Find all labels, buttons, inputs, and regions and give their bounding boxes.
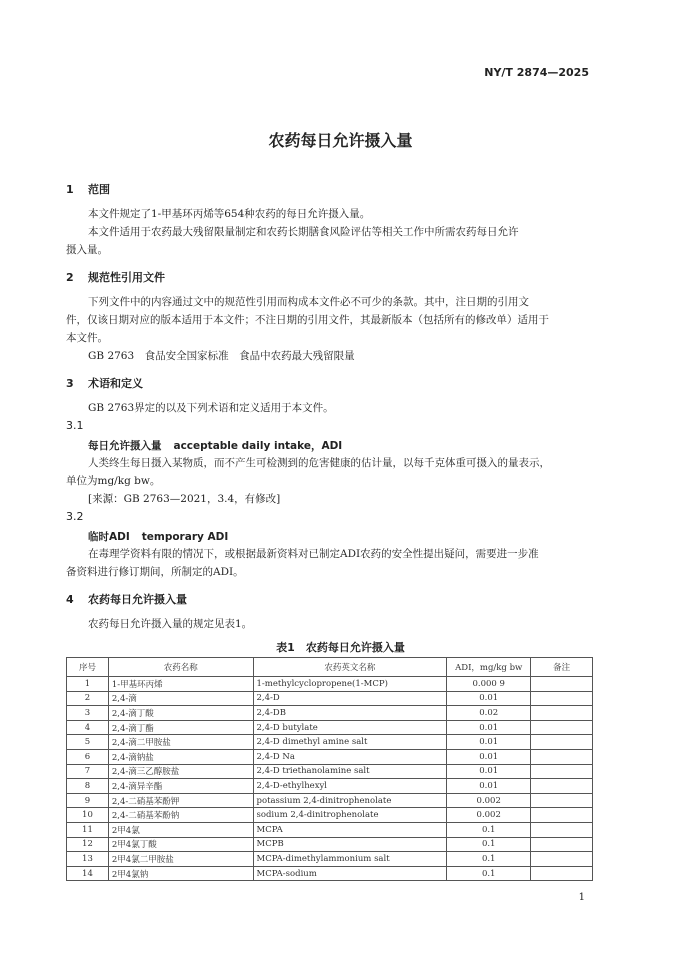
cell-name-en: potassium 2,4-dinitrophenolate	[253, 793, 447, 808]
section-heading-normative-references	[66, 269, 165, 285]
table-row	[67, 822, 593, 837]
cell-remarks	[531, 822, 593, 837]
cell-name-cn: 1-甲基环丙烯	[108, 677, 253, 692]
section-number: 3	[66, 377, 74, 390]
section-title: 规范性引用文件	[88, 271, 165, 284]
cell-name-cn: 2,4-二硝基苯酚钠	[108, 808, 253, 823]
cell-index: 6	[67, 749, 109, 764]
term-entry	[88, 529, 228, 544]
cell-name-en: MCPA-sodium	[253, 866, 447, 881]
cell-adi: 0.1	[447, 866, 531, 881]
term-chinese: 每日允许摄入量	[88, 440, 162, 452]
cell-name-cn: 2,4-滴丁酯	[108, 720, 253, 735]
table-row	[67, 706, 593, 721]
cell-name-en: 2,4-D Na	[253, 749, 447, 764]
cell-index: 9	[67, 793, 109, 808]
cell-adi: 0.01	[447, 735, 531, 750]
paragraph-text: 件，仅该日期对应的版本适用于本文件；不注日期的引用文件，其最新版本（包括所有的修改单）适用于	[66, 314, 549, 326]
section-number: 4	[66, 593, 74, 606]
table-row	[67, 866, 593, 881]
cell-remarks	[531, 866, 593, 881]
cell-index: 3	[67, 706, 109, 721]
cell-index: 8	[67, 779, 109, 794]
cell-remarks	[531, 808, 593, 823]
reference-item	[66, 347, 594, 365]
cell-index: 11	[67, 822, 109, 837]
cell-name-cn: 2甲4氯二甲胺盐	[108, 852, 253, 867]
table-header-row	[67, 658, 593, 677]
paragraph-text: GB 2763界定的以及下列术语和定义适用于本文件。	[88, 402, 334, 414]
cell-name-cn: 2,4-滴二甲胺盐	[108, 735, 253, 750]
term-definition	[66, 454, 594, 490]
section-heading-scope	[66, 181, 110, 197]
cell-adi: 0.1	[447, 837, 531, 852]
paragraph-text: 农药每日允许摄入量的规定见表1。	[88, 618, 253, 630]
paragraph-text: 摄入量。	[66, 244, 108, 256]
table-row	[67, 793, 593, 808]
section-heading-terms	[66, 375, 143, 391]
cell-name-cn: 2,4-滴钠盐	[108, 749, 253, 764]
cell-name-en: MCPA-dimethylammonium salt	[253, 852, 447, 867]
paragraph	[66, 205, 594, 223]
cell-name-en: 2,4-D dimethyl amine salt	[253, 735, 447, 750]
cell-name-en: sodium 2,4-dinitrophenolate	[253, 808, 447, 823]
table-row	[67, 764, 593, 779]
cell-adi: 0.1	[447, 852, 531, 867]
cell-name-cn: 2,4-滴	[108, 691, 253, 706]
cell-name-en: 2,4-D-ethylhexyl	[253, 779, 447, 794]
col-header-remarks: 备注	[531, 658, 593, 677]
col-header-name-en: 农药英文名称	[253, 658, 447, 677]
term-entry	[88, 438, 342, 453]
cell-remarks	[531, 764, 593, 779]
cell-remarks	[531, 779, 593, 794]
cell-remarks	[531, 837, 593, 852]
cell-name-cn: 2,4-滴异辛酯	[108, 779, 253, 794]
cell-adi: 0.000 9	[447, 677, 531, 692]
term-definition	[66, 545, 594, 581]
section-title: 范围	[88, 183, 110, 196]
section-number: 2	[66, 271, 74, 284]
standard-code: NY/T 2874—2025	[484, 66, 589, 79]
adi-table	[66, 657, 593, 881]
cell-adi: 0.01	[447, 779, 531, 794]
term-english: acceptable daily intake，ADI	[173, 440, 343, 452]
cell-adi: 0.002	[447, 808, 531, 823]
cell-remarks	[531, 793, 593, 808]
paragraph-text: 下列文件中的内容通过文中的规范性引用而构成本文件必不可少的条款。其中，注日期的引用文	[88, 296, 529, 308]
paragraph-text: 备资料进行修订期间，所制定的ADI。	[66, 566, 244, 578]
cell-name-cn: 2甲4氯	[108, 822, 253, 837]
cell-name-cn: 2,4-滴三乙醇胺盐	[108, 764, 253, 779]
cell-name-cn: 2甲4氯丁酸	[108, 837, 253, 852]
cell-name-en: 2,4-D	[253, 691, 447, 706]
col-header-index: 序号	[67, 658, 109, 677]
cell-remarks	[531, 706, 593, 721]
table-caption: 表1 农药每日允许摄入量	[276, 641, 405, 654]
cell-name-en: MCPA	[253, 822, 447, 837]
paragraph-text: 本文件适用于农药最大残留限量制定和农药长期膳食风险评估等相关工作中所需农药每日允许	[88, 226, 519, 238]
section-number: 1	[66, 183, 74, 196]
cell-remarks	[531, 677, 593, 692]
cell-index: 12	[67, 837, 109, 852]
document-title: 农药每日允许摄入量	[268, 131, 413, 150]
cell-index: 13	[67, 852, 109, 867]
cell-adi: 0.1	[447, 822, 531, 837]
cell-name-cn: 2,4-二硝基苯酚钾	[108, 793, 253, 808]
paragraph	[66, 223, 594, 259]
table-row	[67, 808, 593, 823]
cell-name-en: 2,4-DB	[253, 706, 447, 721]
cell-index: 1	[67, 677, 109, 692]
cell-index: 10	[67, 808, 109, 823]
table-row	[67, 720, 593, 735]
cell-adi: 0.01	[447, 764, 531, 779]
cell-index: 5	[67, 735, 109, 750]
term-chinese: 临时ADI	[88, 531, 130, 543]
paragraph	[66, 615, 594, 633]
cell-name-en: MCPB	[253, 837, 447, 852]
cell-remarks	[531, 691, 593, 706]
reference-text: GB 2763 食品安全国家标准 食品中农药最大残留限量	[88, 350, 355, 362]
term-english: temporary ADI	[141, 531, 229, 543]
paragraph	[66, 293, 594, 347]
col-header-name-cn: 农药名称	[108, 658, 253, 677]
table-row	[67, 837, 593, 852]
term-source	[66, 490, 594, 508]
paragraph-text: 本文件规定了1-甲基环丙烯等654种农药的每日允许摄入量。	[88, 208, 371, 220]
cell-adi: 0.01	[447, 720, 531, 735]
source-text: [来源：GB 2763—2021，3.4，有修改]	[88, 493, 281, 505]
cell-index: 2	[67, 691, 109, 706]
page-number: 1	[578, 892, 585, 903]
paragraph-text: 在毒理学资料有限的情况下，或根据最新资料对已制定ADI农药的安全性提出疑问，需要进一步准	[88, 548, 539, 560]
paragraph-text: 单位为mg/kg bw。	[66, 475, 161, 487]
cell-name-en: 1-methylcyclopropene(1-MCP)	[253, 677, 447, 692]
cell-index: 14	[67, 866, 109, 881]
paragraph-text: 人类终生每日摄入某物质，而不产生可检测到的危害健康的估计量，以每千克体重可摄入的量表示，	[88, 457, 550, 469]
cell-adi: 0.01	[447, 749, 531, 764]
cell-remarks	[531, 735, 593, 750]
cell-adi: 0.02	[447, 706, 531, 721]
cell-adi: 0.002	[447, 793, 531, 808]
table-row	[67, 735, 593, 750]
term-number: 3.1	[66, 419, 84, 432]
cell-remarks	[531, 852, 593, 867]
section-title: 农药每日允许摄入量	[88, 593, 187, 606]
cell-index: 4	[67, 720, 109, 735]
section-heading-adi	[66, 591, 187, 607]
cell-remarks	[531, 720, 593, 735]
table-row	[67, 852, 593, 867]
section-title: 术语和定义	[88, 377, 143, 390]
table-row	[67, 779, 593, 794]
paragraph	[66, 399, 594, 417]
cell-name-cn: 2,4-滴丁酸	[108, 706, 253, 721]
paragraph-text: 本文件。	[66, 332, 108, 344]
cell-adi: 0.01	[447, 691, 531, 706]
table-row	[67, 749, 593, 764]
cell-name-cn: 2甲4氯钠	[108, 866, 253, 881]
cell-index: 7	[67, 764, 109, 779]
cell-name-en: 2,4-D triethanolamine salt	[253, 764, 447, 779]
col-header-adi: ADI，mg/kg bw	[447, 658, 531, 677]
term-number: 3.2	[66, 510, 84, 523]
table-row	[67, 691, 593, 706]
cell-remarks	[531, 749, 593, 764]
table-row	[67, 677, 593, 692]
cell-name-en: 2,4-D butylate	[253, 720, 447, 735]
